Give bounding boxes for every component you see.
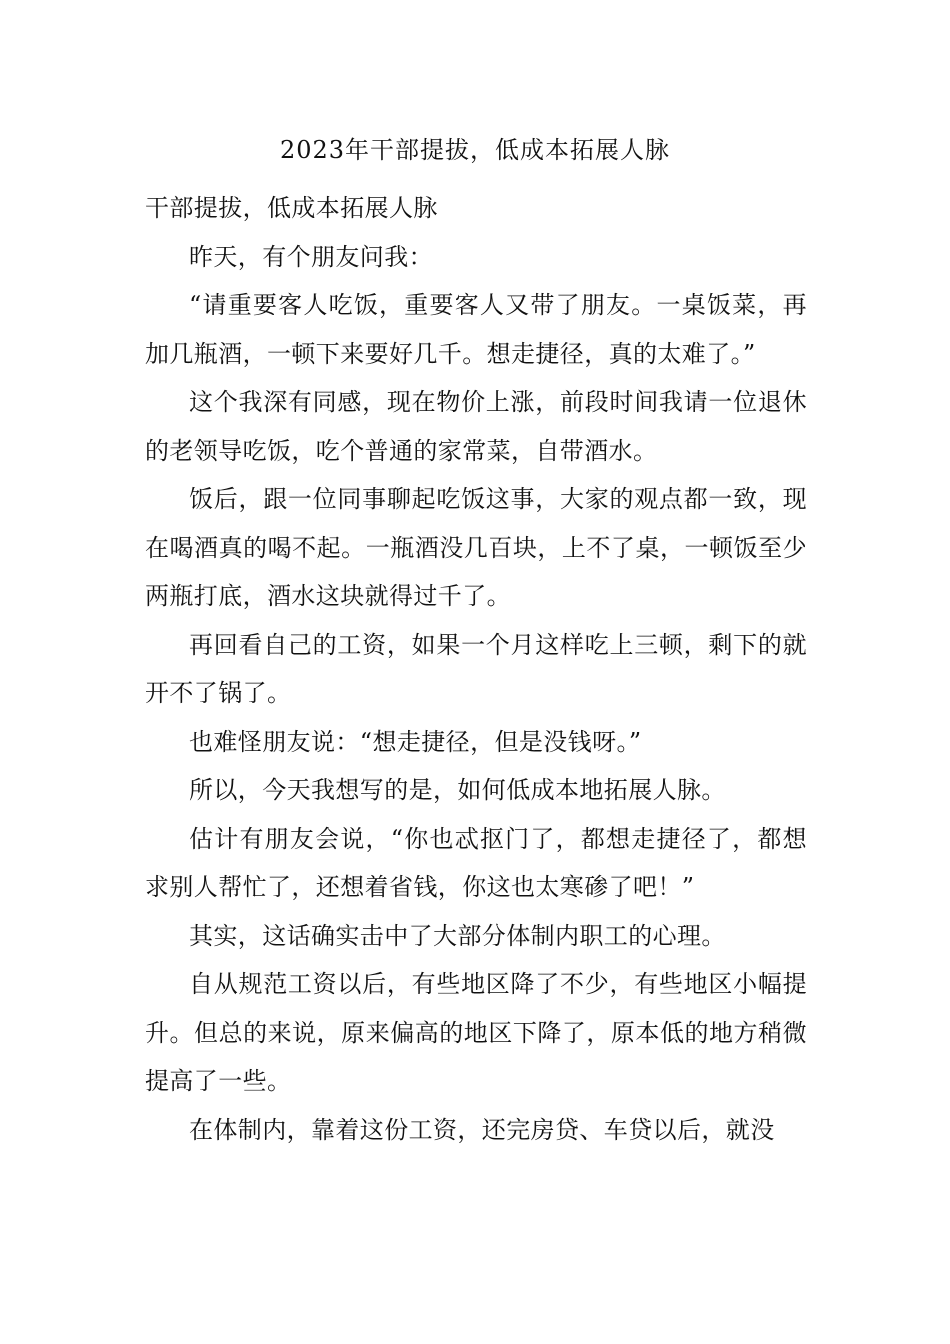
paragraph: 再回看自己的工资，如果一个月这样吃上三顿，剩下的就开不了锅了。	[145, 630, 807, 707]
paragraph: 估计有朋友会说，“你也忒抠门了，都想走捷径了，都想求别人帮忙了，还想着省钱，你这也太寒碜了吧！”	[145, 824, 807, 901]
paragraph: 昨天，有个朋友问我：	[189, 242, 433, 271]
paragraph: “请重要客人吃饭，重要客人又带了朋友。一桌饭菜，再加几瓶酒，一顿下来要好几千。想走捷径，真的太难了。”	[145, 291, 807, 368]
paragraph: 也难怪朋友说：“想走捷径，但是没钱呀。”	[189, 727, 642, 756]
paragraph: 饭后，跟一位同事聊起吃饭这事，大家的观点都一致，现在喝酒真的喝不起。一瓶酒没几百块，上不了桌，一顿饭至少两瓶打底，酒水这块就得过千了。	[145, 485, 807, 610]
paragraph: 所以，今天我想写的是，如何低成本地拓展人脉。	[189, 776, 726, 804]
document-title: 2023年干部提拔，低成本拓展人脉	[279, 136, 671, 164]
document-body	[145, 184, 807, 1154]
paragraph: 这个我深有同感，现在物价上涨，前段时间我请一位退休的老领导吃饭，吃个普通的家常菜，自带酒水。	[145, 388, 807, 465]
paragraph: 其实，这话确实击中了大部分体制内职工的心理。	[189, 921, 726, 950]
paragraph: 在体制内，靠着这份工资，还完房贷、车贷以后，就没	[189, 1115, 775, 1144]
paragraph-subtitle: 干部提拔，低成本拓展人脉	[145, 194, 438, 222]
paragraph: 自从规范工资以后，有些地区降了不少，有些地区小幅提升。但总的来说，原来偏高的地区下降了，原本低的地方稍微提高了一些。	[145, 970, 807, 1095]
